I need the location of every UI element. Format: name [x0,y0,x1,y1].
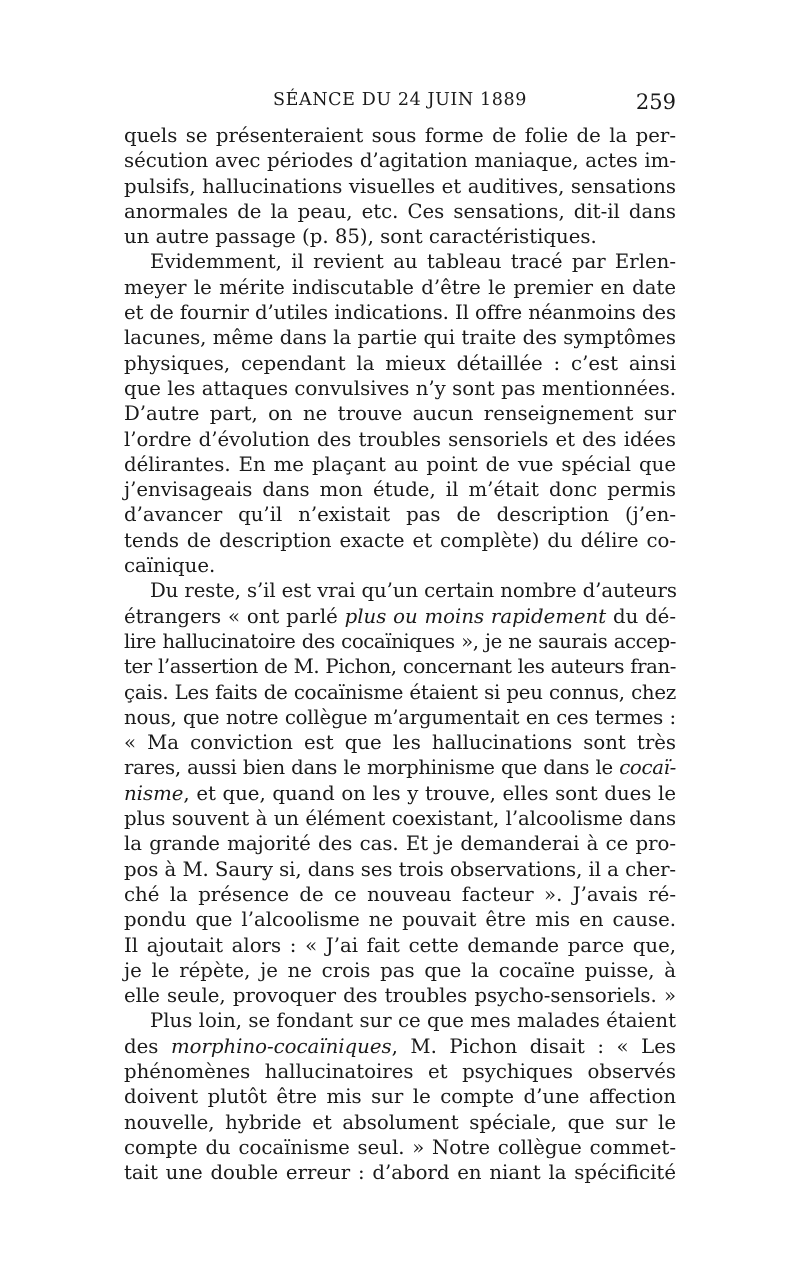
text-segment: et de fournir d’utiles indications. Il offre néanmoins des [124,301,676,325]
text-line [124,300,676,325]
text-segment: Evidemment, il revient au tableau tracé par Erlen- [150,250,676,274]
text-segment: doivent plutôt être mis sur le compte d’une affection [124,1085,676,1109]
text-line [124,553,676,578]
text-line [124,882,676,907]
text-segment: étrangers « ont parlé [124,604,345,628]
text-line [124,654,676,679]
text-line [124,174,676,199]
text-segment: elle seule, provoquer des troubles psycho-sensoriels. » [124,984,676,1008]
text-line [124,578,676,603]
text-segment: lire hallucinatoire des cocaïniques », je ne saurais accep- [124,629,676,653]
body-text [124,123,676,1185]
running-head: SÉANCE DU 24 JUIN 1889 [273,90,527,110]
text-segment: ché la présence de ce nouveau facteur ». J’avais ré- [124,882,676,906]
text-segment: , M. Pichon disait : « Les [391,1034,676,1058]
text-line [124,427,676,452]
text-segment: un autre passage (p. 85), sont caractéristiques. [124,225,597,249]
text-line [124,907,676,932]
text-segment: délirantes. En me plaçant au point de vue spécial que [124,452,676,476]
text-line [124,755,676,780]
text-segment: la grande majorité des cas. Et je demanderai à ce pro- [124,832,676,856]
text-segment: que les attaques convulsives n’y sont pas mentionnées. [124,376,676,400]
text-line [124,857,676,882]
text-line [124,1110,676,1135]
text-segment: pondu que l’alcoolisme ne pouvait être mis en cause. [124,908,676,932]
text-segment: caïnique. [124,554,216,578]
text-line [124,249,676,274]
text-line [124,224,676,249]
text-line [124,351,676,376]
text-segment: Il ajoutait alors : « J’ai fait cette demande parce que, [124,933,676,957]
text-line [124,604,676,629]
text-segment: pulsifs, hallucinations visuelles et auditives, sensations [124,174,676,198]
text-segment: sécution avec périodes d’agitation maniaque, actes im- [124,149,676,173]
text-line [124,502,676,527]
text-segment: d’avancer qu’il n’existait pas de description (j’en- [124,503,676,527]
text-segment: anormales de la peau, etc. Ces sensations, dit-il dans [124,199,676,223]
text-segment: D’autre part, on ne trouve aucun renseignement sur [124,402,676,426]
text-segment: plus souvent à un élément coexistant, l’alcoolisme dans [124,807,676,831]
text-line [124,401,676,426]
text-line [124,705,676,730]
text-segment: tends de description exacte et complète) du délire co- [124,528,676,552]
text-segment: compte du cocaïnisme seul. » Notre collègue commet- [124,1135,676,1159]
italic-text: morphino-cocaïniques [170,1034,392,1058]
text-segment: rares, aussi bien dans le morphinisme que dans le [124,756,620,780]
text-line [124,528,676,553]
text-segment: j’envisageais dans mon étude, il m’était donc permis [124,478,676,502]
text-line [124,376,676,401]
text-segment: physiques, cependant la mieux détaillée : c’est ainsi [124,351,676,375]
text-line [124,123,676,148]
text-segment: ter l’assertion de M. Pichon, concernant les auteurs fran- [124,655,676,679]
text-line [124,983,676,1008]
text-segment: pos à M. Saury si, dans ses trois observations, il a cher- [124,857,676,881]
text-line [124,629,676,654]
italic-text: nisme [124,781,184,805]
text-line [124,148,676,173]
text-line [124,1034,676,1059]
text-line [124,781,676,806]
text-segment: du dé- [606,604,676,628]
text-line [124,477,676,502]
text-line [124,933,676,958]
text-segment: je le répète, je ne crois pas que la cocaïne puisse, à [124,958,676,982]
text-segment: nous, que notre collègue m’argumentait en ces termes : [124,705,676,729]
text-segment: çais. Les faits de cocaïnisme étaient si peu connus, chez [124,680,676,704]
text-segment: nouvelle, hybride et absolument spéciale, que sur le [124,1110,676,1134]
text-line [124,1059,676,1084]
page-number: 259 [635,90,676,114]
text-segment: « Ma conviction est que les hallucinations sont très [124,731,676,755]
text-segment: Plus loin, se fondant sur ce que mes malades étaient [150,1009,676,1033]
text-segment: tait une double erreur : d’abord en niant la spécificité [124,1161,676,1185]
text-line [124,680,676,705]
text-segment: Du reste, s’il est vrai qu’un certain nombre d’auteurs [150,579,677,603]
text-line [124,1008,676,1033]
text-line [124,325,676,350]
text-segment: quels se présenteraient sous forme de folie de la per- [124,124,676,147]
italic-text: plus ou moins rapidement [344,604,607,628]
text-segment: des [124,1034,171,1058]
text-line [124,1084,676,1109]
text-line [124,958,676,983]
text-line [124,275,676,300]
italic-text: cocaï- [619,756,676,780]
text-segment: l’ordre d’évolution des troubles sensoriels et des idées [124,427,676,451]
text-segment: meyer le mérite indiscutable d’être le premier en date [124,275,676,299]
text-line [124,452,676,477]
text-line [124,1160,676,1185]
text-segment: , et que, quand on les y trouve, elles sont dues le [183,781,676,805]
text-line [124,199,676,224]
text-segment: lacunes, même dans la partie qui traite des symptômes [124,326,676,350]
text-line [124,730,676,755]
text-line [124,831,676,856]
text-line [124,1135,676,1160]
page-header [124,90,676,120]
text-line [124,806,676,831]
text-segment: phénomènes hallucinatoires et psychiques observés [124,1059,676,1083]
